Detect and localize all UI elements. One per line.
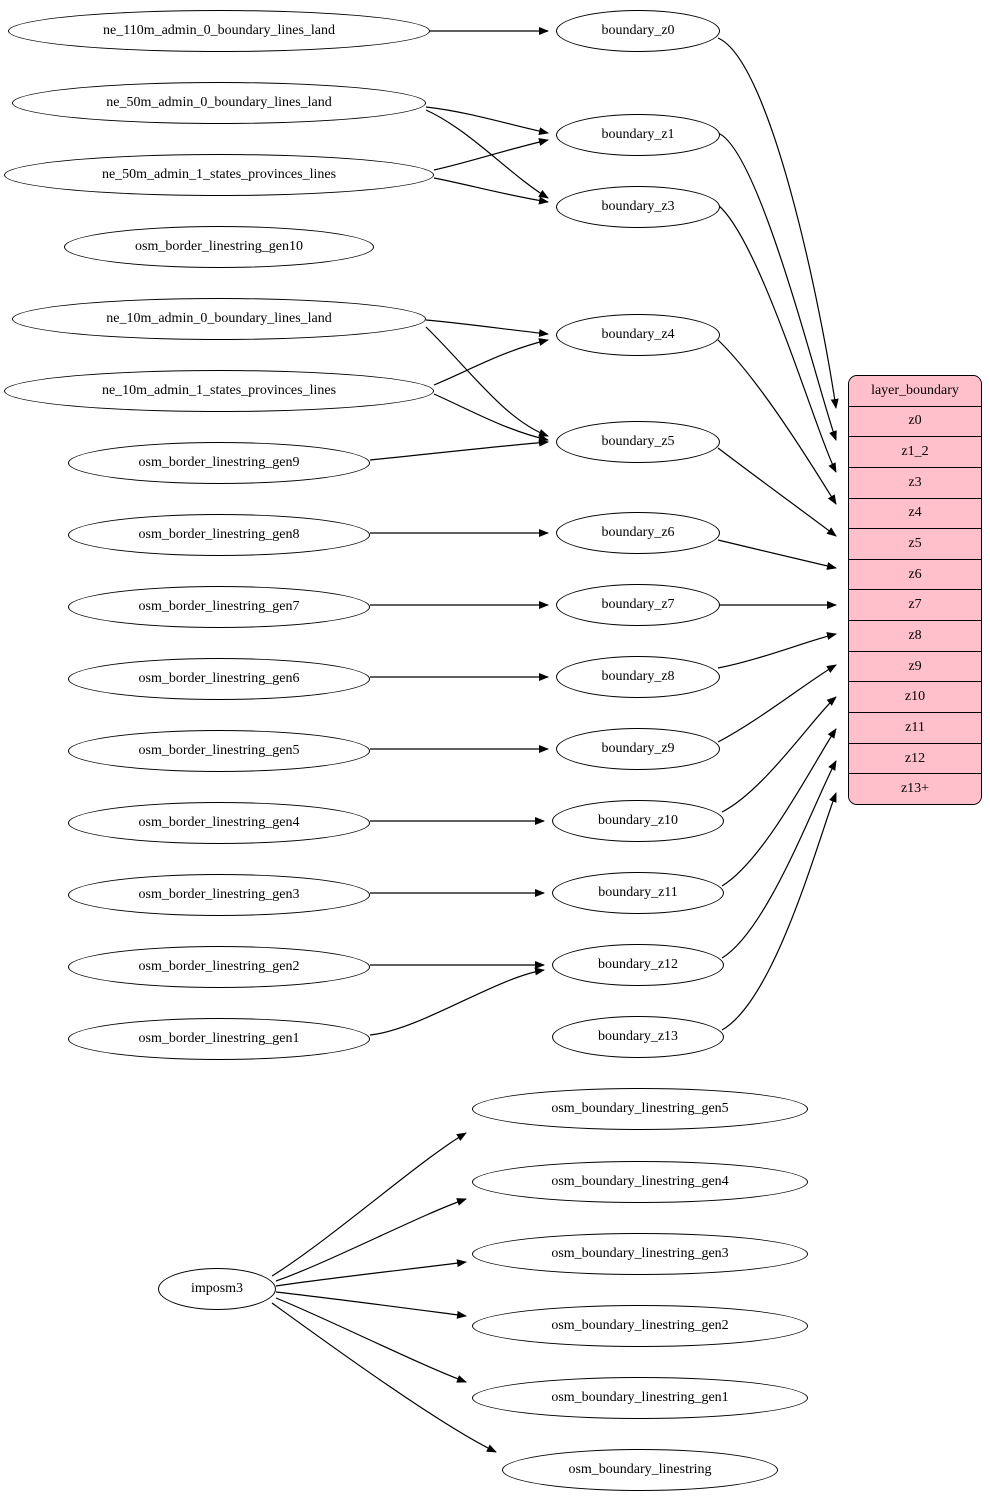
node-label: osm_boundary_linestring_gen4 xyxy=(551,1174,729,1189)
node-label: osm_border_linestring_gen2 xyxy=(138,959,300,974)
node-label: boundary_z12 xyxy=(597,957,679,972)
osm-boundary-node[interactable] xyxy=(472,1305,808,1347)
node-label: boundary_z10 xyxy=(597,813,679,828)
record-row-z0[interactable]: z0 xyxy=(849,407,981,438)
source-node[interactable] xyxy=(4,370,434,412)
node-label: imposm3 xyxy=(190,1281,244,1296)
node-label: osm_border_linestring_gen10 xyxy=(135,239,303,254)
record-row-z1_2[interactable]: z1_2 xyxy=(849,437,981,468)
intermediate-node[interactable] xyxy=(552,872,724,914)
osm-boundary-node[interactable] xyxy=(472,1088,808,1130)
node-label: boundary_z8 xyxy=(601,669,675,684)
source-node[interactable] xyxy=(68,1018,370,1060)
intermediate-node[interactable] xyxy=(556,656,720,698)
node-label: osm_border_linestring_gen8 xyxy=(138,527,300,542)
node-label: osm_boundary_linestring xyxy=(568,1462,712,1477)
node-label: osm_boundary_linestring_gen5 xyxy=(551,1101,729,1116)
source-node[interactable] xyxy=(68,586,370,628)
record-row-z12[interactable]: z12 xyxy=(849,744,981,775)
source-node[interactable] xyxy=(12,298,426,340)
node-label: boundary_z11 xyxy=(598,885,678,900)
source-node[interactable] xyxy=(12,82,426,124)
node-label: boundary_z7 xyxy=(601,597,675,612)
node-label: boundary_z9 xyxy=(601,741,675,756)
node-label: osm_border_linestring_gen6 xyxy=(138,671,300,686)
node-label: osm_border_linestring_gen1 xyxy=(138,1031,300,1046)
record-row-z4[interactable]: z4 xyxy=(849,499,981,530)
node-label: ne_10m_admin_0_boundary_lines_land xyxy=(106,311,332,326)
imposm3-node[interactable] xyxy=(158,1268,276,1310)
intermediate-node[interactable] xyxy=(552,1016,724,1058)
node-label: boundary_z13 xyxy=(597,1029,679,1044)
node-label: ne_110m_admin_0_boundary_lines_land xyxy=(103,23,335,38)
record-row-z7[interactable]: z7 xyxy=(849,590,981,621)
osm-boundary-node[interactable] xyxy=(472,1233,808,1275)
intermediate-node[interactable] xyxy=(552,944,724,986)
node-label: boundary_z0 xyxy=(601,23,675,38)
source-node[interactable] xyxy=(68,514,370,556)
node-label: boundary_z1 xyxy=(601,127,675,142)
node-label: ne_10m_admin_1_states_provinces_lines xyxy=(101,383,337,398)
layer-boundary-record[interactable] xyxy=(848,375,982,805)
source-node[interactable] xyxy=(68,802,370,844)
record-row-z6[interactable]: z6 xyxy=(849,560,981,591)
source-node[interactable] xyxy=(68,946,370,988)
source-node[interactable] xyxy=(68,730,370,772)
source-node[interactable] xyxy=(64,226,374,268)
record-row-z10[interactable]: z10 xyxy=(849,682,981,713)
node-label: osm_boundary_linestring_gen2 xyxy=(551,1318,729,1333)
record-row-z5[interactable]: z5 xyxy=(849,529,981,560)
node-label: boundary_z4 xyxy=(601,327,675,342)
record-title: layer_boundary xyxy=(849,376,981,407)
source-node[interactable] xyxy=(68,874,370,916)
node-label: ne_50m_admin_0_boundary_lines_land xyxy=(106,95,332,110)
osm-boundary-node[interactable] xyxy=(502,1449,778,1491)
node-label: osm_border_linestring_gen5 xyxy=(138,743,300,758)
node-label: boundary_z3 xyxy=(601,199,675,214)
node-label: ne_50m_admin_1_states_provinces_lines xyxy=(101,167,337,182)
record-row-z11[interactable]: z11 xyxy=(849,713,981,744)
source-node[interactable] xyxy=(4,154,434,196)
node-label: osm_border_linestring_gen9 xyxy=(138,455,300,470)
intermediate-node[interactable] xyxy=(556,186,720,228)
intermediate-node[interactable] xyxy=(552,800,724,842)
record-row-z13plus[interactable]: z13+ xyxy=(849,774,981,804)
node-label: osm_border_linestring_gen3 xyxy=(138,887,300,902)
record-row-z3[interactable]: z3 xyxy=(849,468,981,499)
record-row-z8[interactable]: z8 xyxy=(849,621,981,652)
intermediate-node[interactable] xyxy=(556,728,720,770)
node-label: osm_border_linestring_gen4 xyxy=(138,815,300,830)
intermediate-node[interactable] xyxy=(556,114,720,156)
source-node[interactable] xyxy=(8,10,430,52)
intermediate-node[interactable] xyxy=(556,512,720,554)
source-node[interactable] xyxy=(68,658,370,700)
osm-boundary-node[interactable] xyxy=(472,1161,808,1203)
intermediate-node[interactable] xyxy=(556,314,720,356)
intermediate-node[interactable] xyxy=(556,10,720,52)
record-row-z9[interactable]: z9 xyxy=(849,652,981,683)
node-label: boundary_z5 xyxy=(601,434,675,449)
source-node[interactable] xyxy=(68,442,370,484)
intermediate-node[interactable] xyxy=(556,584,720,626)
node-label: osm_border_linestring_gen7 xyxy=(138,599,300,614)
node-label: osm_boundary_linestring_gen1 xyxy=(551,1390,729,1405)
osm-boundary-node[interactable] xyxy=(472,1377,808,1419)
node-label: osm_boundary_linestring_gen3 xyxy=(551,1246,729,1261)
intermediate-node[interactable] xyxy=(556,421,720,463)
node-label: boundary_z6 xyxy=(601,525,675,540)
